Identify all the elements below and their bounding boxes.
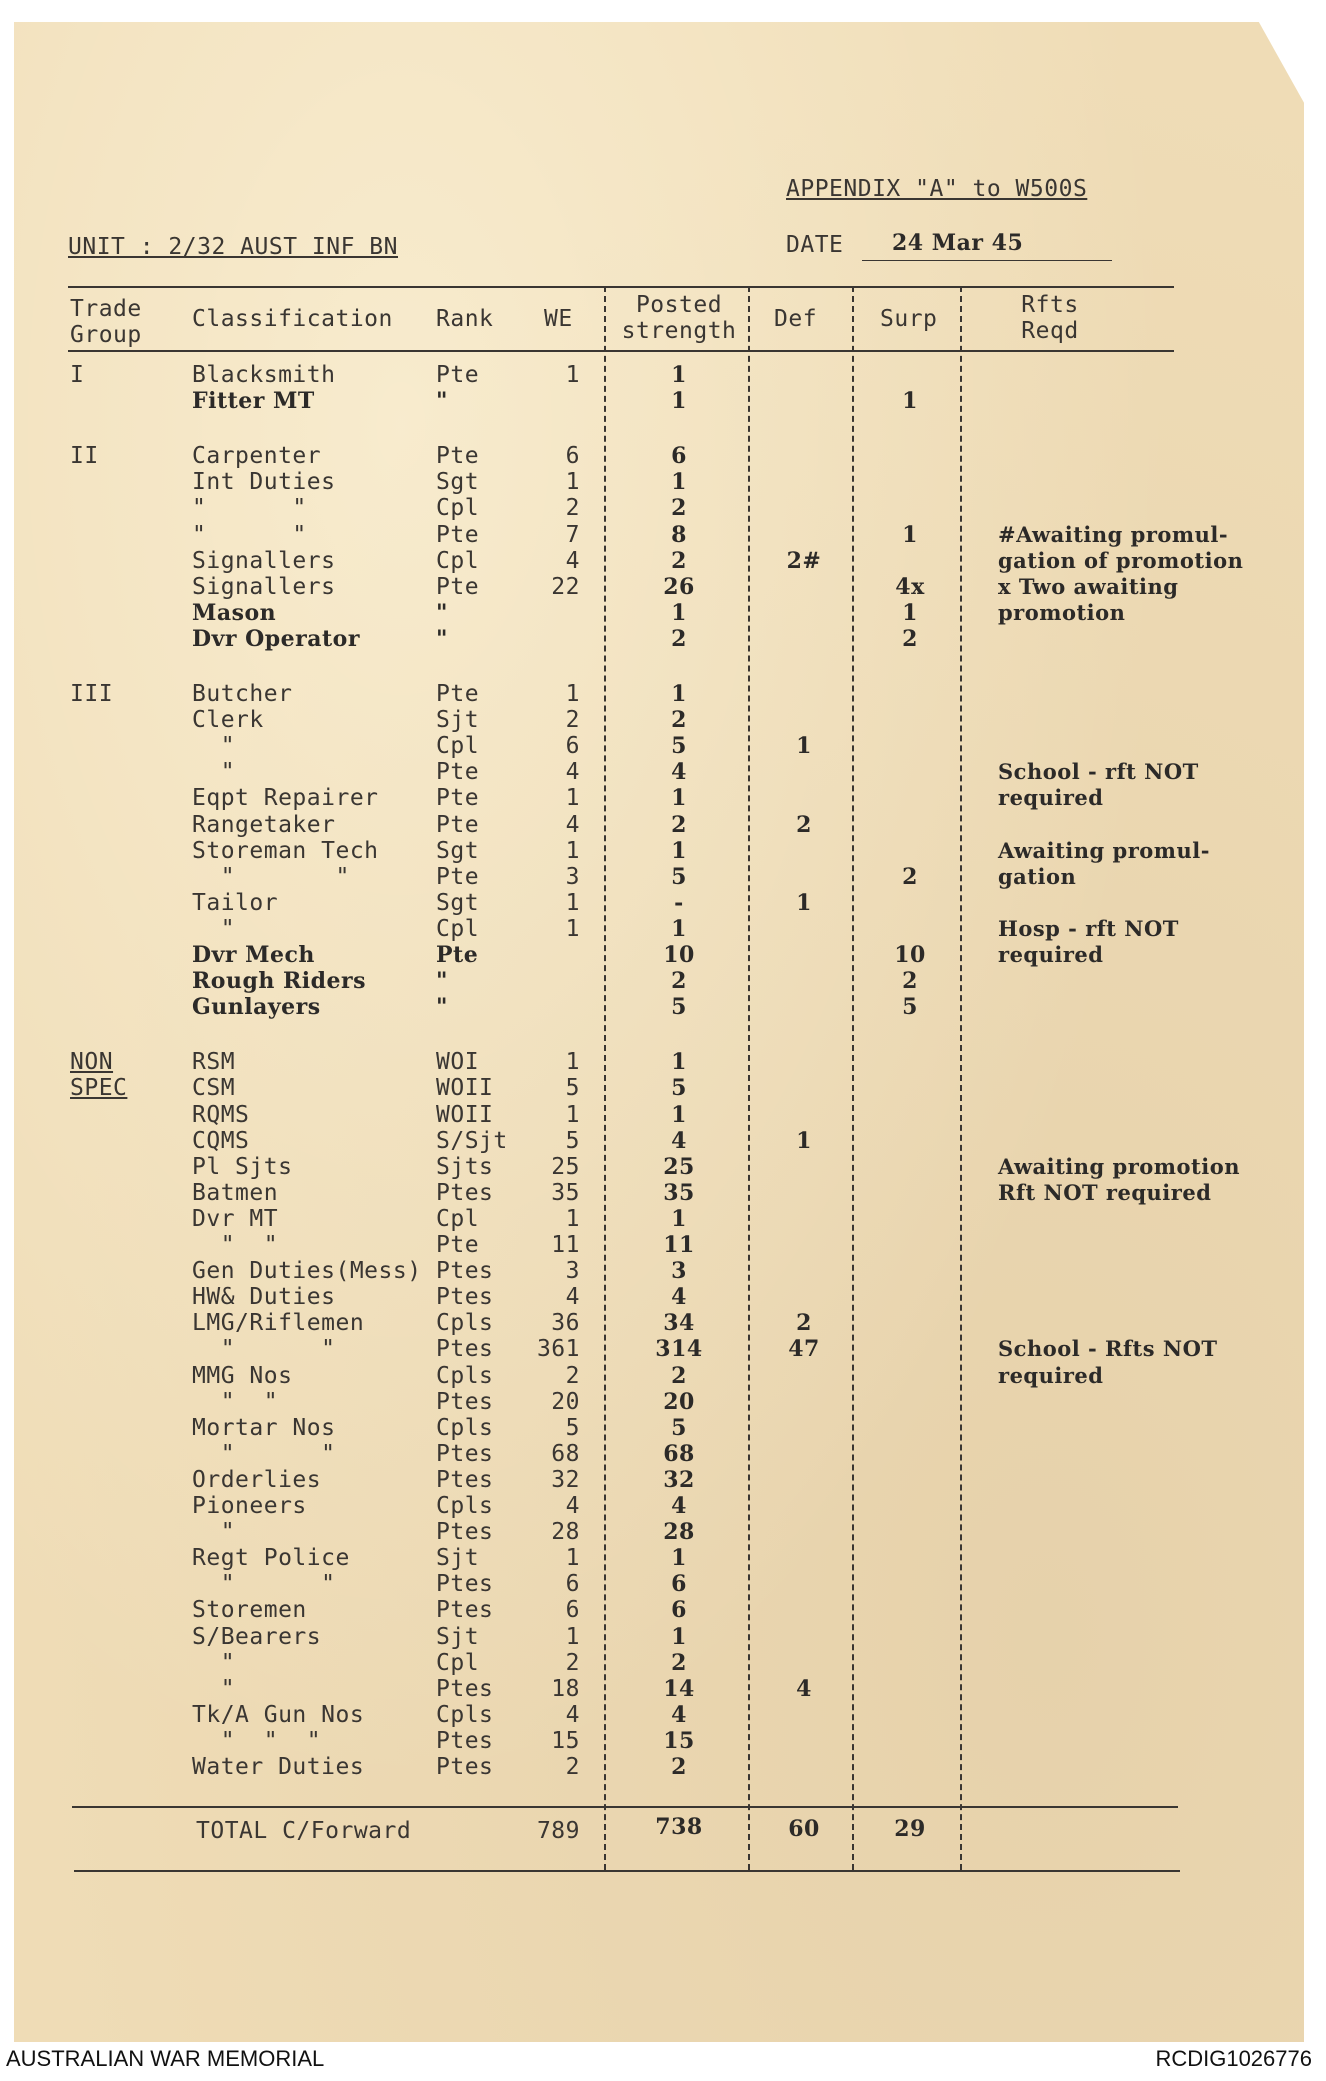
row-rank: Sjt [436,707,480,734]
row-classification: " [192,1649,236,1676]
row-posted: 34 [663,1310,695,1337]
row-surp: 4x [895,573,925,600]
row-surp: 5 [902,994,918,1021]
row-classification: CSM [192,1075,236,1102]
row-posted: - [674,889,684,916]
row-classification: Int Duties [192,469,336,496]
row-rank: Ptes [436,1597,494,1624]
row-we: 32 [551,1466,580,1493]
row-classification: RSM [192,1049,236,1076]
row-posted: 5 [671,733,687,760]
row-we: 3 [565,863,580,890]
row-rank: Ptes [436,1466,494,1493]
row-trade-group: I [70,362,85,388]
row-rank: Pte [436,521,480,548]
row-classification: Dvr MT [192,1205,279,1232]
row-classification: " " [192,521,307,548]
row-classification: HW& Duties [192,1284,336,1311]
row-posted: 4 [671,759,687,786]
row-classification: " " [192,1336,336,1363]
row-def: 2# [786,547,822,574]
row-rank: Ptes [436,1258,494,1285]
row-rank: Ptes [436,1571,494,1598]
row-trade-group: II [70,443,99,470]
row-rank: Pte [436,1232,480,1258]
row-posted: 5 [671,1075,687,1102]
row-posted: 314 [655,1336,703,1363]
row-we: 1 [565,1205,580,1232]
row-posted: 1 [671,1101,687,1128]
row-we: 2 [565,1362,580,1389]
row-def: 2 [796,811,812,838]
date-label: DATE [786,232,844,258]
row-rank: Cpl [436,1205,480,1232]
row-classification: Orderlies [192,1466,322,1493]
row-posted: 2 [671,547,687,574]
row-rank: Sgt [436,889,480,916]
row-we: 4 [565,811,580,838]
row-we: 5 [565,1414,580,1441]
row-rank: Pte [436,811,480,838]
rfts-note-line: School - Rfts NOT [998,1336,1218,1362]
rfts-note-line: gation [998,863,1077,889]
row-rank: Pte [436,443,480,470]
row-posted: 1 [671,837,687,864]
row-posted: 1 [671,362,687,388]
row-we: 1 [565,681,580,707]
row-we: 25 [551,1153,580,1180]
row-classification: " [192,733,236,760]
row-classification: CQMS [192,1127,250,1154]
row-surp: 2 [902,968,918,995]
row-def: 1 [796,733,812,760]
row-posted: 8 [671,521,687,548]
row-classification: " [192,1675,236,1702]
row-we: 1 [565,889,580,916]
row-rank: Cpls [436,1362,494,1389]
row-posted: 1 [671,388,687,415]
row-rank: WOII [436,1075,494,1102]
row-classification: Carpenter [192,443,322,470]
row-we: 1 [565,1101,580,1128]
col-header-rfts: Rfts Reqd [1021,292,1079,344]
total-we: 789 [536,1818,580,1844]
row-we: 5 [565,1127,580,1154]
rfts-note-line: required [998,1362,1104,1388]
row-we: 6 [565,1571,580,1598]
row-rank: " [436,599,448,626]
row-posted: 2 [671,1754,687,1780]
row-classification: Batmen [192,1179,279,1206]
row-we: 1 [565,1049,580,1076]
row-rank: Sjt [436,1623,480,1650]
row-rank: Pte [436,681,480,707]
row-surp: 1 [902,599,918,626]
date-value: 24 Mar 45 [892,230,1024,256]
row-posted: 5 [671,863,687,890]
row-classification: Mason [192,599,277,626]
total-surp: 29 [894,1816,926,1842]
row-posted: 1 [671,599,687,626]
row-rank: Ptes [436,1284,494,1311]
row-def: 1 [796,1127,812,1154]
total-def: 60 [788,1816,820,1842]
rfts-note-line: x Two awaiting [998,573,1179,599]
row-posted: 2 [671,811,687,838]
row-classification: Gen Duties(Mess) [192,1258,422,1285]
row-rank: Cpl [436,547,480,574]
row-posted: 6 [671,1597,687,1624]
col-header-trade-group: Trade Group [70,296,142,348]
row-classification: " " [192,863,350,890]
row-rank: Pte [436,759,480,786]
row-classification: Pl Sjts [192,1153,293,1180]
row-posted: 4 [671,1493,687,1519]
row-classification: " [192,1519,236,1546]
row-rank: Ptes [436,1754,494,1780]
row-rank: Sjts [436,1153,494,1180]
row-posted: 1 [671,1545,687,1572]
row-we: 11 [551,1232,580,1258]
row-rank: Cpls [436,1310,494,1337]
row-we: 22 [551,573,580,600]
col-header-posted: Posted strength [621,292,737,344]
row-we: 20 [551,1388,580,1415]
row-posted: 35 [663,1179,695,1206]
row-posted: 1 [671,1205,687,1232]
row-posted: 2 [671,1649,687,1676]
rfts-note-line: required [998,942,1104,967]
row-posted: 2 [671,1362,687,1389]
row-classification: Gunlayers [192,994,321,1021]
row-classification: " " [192,495,307,522]
row-rank: Ptes [436,1727,494,1754]
col-rule-rfts [960,286,962,1870]
row-surp: 2 [902,625,918,652]
row-rank: Pte [436,573,480,600]
row-surp: 2 [902,863,918,890]
row-classification: Dvr Mech [192,942,315,968]
row-posted: 68 [663,1440,695,1467]
rfts-note-line: School - rft NOT [998,759,1199,785]
row-rank: " [436,994,448,1021]
row-classification: " [192,759,236,786]
row-posted: 5 [671,994,687,1021]
row-def: 4 [796,1675,812,1702]
row-classification: Clerk [192,707,264,734]
footer-credit: AUSTRALIAN WAR MEMORIAL [6,2046,325,2071]
row-we: 15 [551,1727,580,1754]
row-we: 1 [565,469,580,496]
col-rule-posted [604,286,606,1870]
row-we: 2 [565,495,580,522]
row-classification: Fitter MT [192,388,315,415]
rfts-note-line: promotion [998,599,1126,625]
row-rank: Pte [436,785,480,812]
row-posted: 4 [671,1701,687,1728]
total-top-rule [72,1806,1178,1808]
row-classification: RQMS [192,1101,250,1128]
row-posted: 1 [671,469,687,496]
row-we: 35 [551,1179,580,1206]
row-we: 6 [565,443,580,470]
row-classification: " " [192,1232,279,1258]
row-rank: Cpl [436,495,480,522]
row-rank: " [436,388,448,415]
row-rank: Pte [436,942,479,968]
row-classification: " " [192,1571,336,1598]
row-posted: 11 [663,1232,695,1258]
row-we: 36 [551,1310,580,1337]
row-posted: 1 [671,1049,687,1076]
row-rank: Pte [436,863,480,890]
row-def: 1 [796,889,812,916]
appendix-heading: APPENDIX "A" to W500S [786,176,1088,202]
row-classification: Tk/A Gun Nos [192,1701,365,1728]
row-rank: WOII [436,1101,494,1128]
row-classification: " " " [192,1727,322,1754]
row-classification: S/Bearers [192,1623,322,1650]
rfts-note-line: gation of promotion [998,547,1244,573]
row-we: 1 [565,362,580,388]
row-posted: 4 [671,1127,687,1154]
row-we: 18 [551,1675,580,1702]
row-posted: 2 [671,625,687,652]
row-posted: 10 [663,942,695,968]
row-def: 47 [788,1336,820,1363]
row-classification: Signallers [192,547,336,574]
table-top-rule [68,286,1174,288]
row-we: 4 [565,1701,580,1728]
row-we: 5 [565,1075,580,1102]
row-classification: Storemen [192,1597,307,1624]
row-we: 68 [551,1440,580,1467]
row-rank: Sgt [436,469,480,496]
row-rank: Sjt [436,1545,480,1572]
row-rank: Ptes [436,1440,494,1467]
row-we: 4 [565,547,580,574]
row-surp: 1 [902,521,918,548]
row-posted: 2 [671,707,687,734]
row-rank: Ptes [436,1675,494,1702]
row-classification: MMG Nos [192,1362,293,1389]
rfts-note-line: required [998,785,1104,811]
rfts-note-line: Awaiting promul- [998,837,1210,863]
row-posted: 1 [671,1623,687,1650]
col-rule-def [748,286,750,1870]
row-posted: 28 [663,1519,695,1546]
row-rank: S/Sjt [436,1127,508,1154]
rfts-note-line: Awaiting promotion [998,1153,1240,1179]
row-posted: 3 [671,1258,687,1285]
row-we: 4 [565,759,580,786]
row-classification: Water Duties [192,1754,365,1780]
row-classification: Rough Riders [192,968,366,995]
footer-id: RCDIG1026776 [1155,2046,1312,2071]
row-classification: Butcher [192,681,293,707]
row-posted: 1 [671,915,687,942]
rfts-note-line: Hosp - rft NOT [998,915,1179,941]
row-posted: 1 [671,681,687,707]
total-posted: 738 [655,1814,703,1840]
row-rank: Pte [436,362,480,388]
total-label: TOTAL C/Forward [196,1818,412,1844]
row-posted: 32 [663,1466,695,1493]
row-classification: Pioneers [192,1493,307,1519]
row-posted: 6 [671,1571,687,1598]
row-trade-group: SPEC [70,1075,128,1102]
row-classification: Blacksmith [192,362,336,388]
row-def: 2 [796,1310,812,1337]
row-surp: 1 [902,388,918,415]
row-rank: Ptes [436,1388,494,1415]
row-rank: Sgt [436,837,480,864]
row-we: 28 [551,1519,580,1546]
row-classification: " " [192,1388,279,1415]
row-classification: Regt Police [192,1545,350,1572]
row-rank: Cpls [436,1414,494,1441]
row-we: 7 [565,521,580,548]
col-header-rank: Rank [436,306,494,332]
row-we: 2 [565,1754,580,1780]
row-rank: WOI [436,1049,480,1076]
row-posted: 20 [663,1388,695,1415]
row-we: 6 [565,733,580,760]
row-posted: 25 [663,1153,695,1180]
row-posted: 26 [663,573,695,600]
row-rank: Ptes [436,1336,494,1363]
col-rule-surp [852,286,854,1870]
row-rank: Cpls [436,1701,494,1728]
row-classification: Dvr Operator [192,625,360,652]
col-header-def: Def [774,306,818,332]
row-we: 4 [565,1284,580,1311]
row-we: 361 [536,1336,580,1363]
col-header-classification: Classification [192,306,393,332]
row-we: 4 [565,1493,580,1519]
row-we: 2 [565,1649,580,1676]
row-classification: Rangetaker [192,811,336,838]
rfts-note-line: Rft NOT required [998,1179,1212,1205]
row-posted: 6 [671,443,687,470]
rfts-note-line: #Awaiting promul- [998,521,1229,547]
col-header-we: WE [544,306,573,332]
row-classification: LMG/Riflemen [192,1310,365,1337]
total-bottom-rule [74,1870,1180,1872]
row-trade-group: III [70,681,114,707]
row-we: 1 [565,785,580,812]
date-underline [862,260,1112,261]
col-header-surp: Surp [880,306,938,332]
row-rank: Cpls [436,1493,494,1519]
row-we: 1 [565,915,580,942]
row-posted: 2 [671,495,687,522]
row-rank: Cpl [436,733,480,760]
row-rank: Ptes [436,1179,494,1206]
row-we: 3 [565,1258,580,1285]
row-classification: " [192,915,236,942]
row-rank: Cpl [436,915,480,942]
row-rank: " [436,625,448,652]
row-rank: Ptes [436,1519,494,1546]
row-rank: Cpl [436,1649,480,1676]
unit-label: UNIT : 2/32 AUST INF BN [68,234,398,260]
row-we: 1 [565,1545,580,1572]
row-posted: 15 [663,1727,695,1754]
row-classification: Signallers [192,573,336,600]
row-classification: Tailor [192,889,279,916]
row-posted: 2 [671,968,687,995]
row-posted: 1 [671,785,687,812]
row-rank: " [436,968,448,995]
row-surp: 10 [894,942,926,968]
row-classification: Mortar Nos [192,1414,336,1441]
row-classification: Storeman Tech [192,837,379,864]
row-classification: Eqpt Repairer [192,785,379,812]
header-rule [68,350,1174,352]
row-posted: 4 [671,1284,687,1311]
row-we: 2 [565,707,580,734]
row-classification: " " [192,1440,336,1467]
row-we: 1 [565,1623,580,1650]
row-we: 6 [565,1597,580,1624]
row-posted: 14 [663,1675,695,1702]
row-we: 1 [565,837,580,864]
row-trade-group: NON [70,1049,114,1076]
row-posted: 5 [671,1414,687,1441]
